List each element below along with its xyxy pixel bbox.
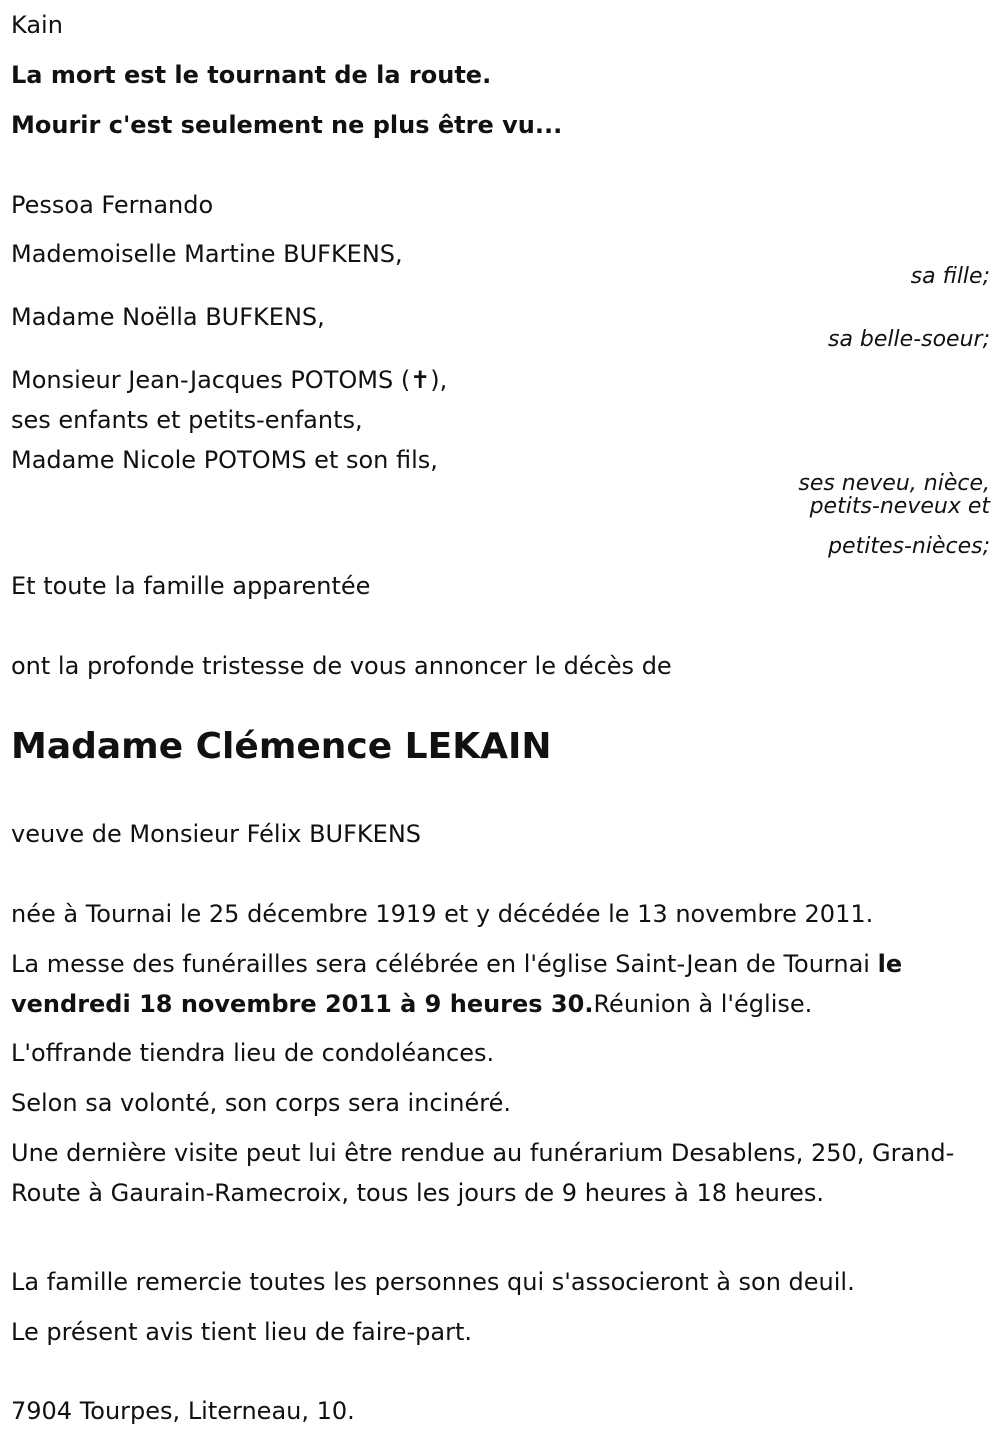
deceased-name: Madame Clémence LEKAIN bbox=[11, 726, 552, 767]
family-member-relation: petits-neveux et bbox=[809, 494, 990, 519]
note: L'offrande tiendra lieu de condoléances. bbox=[11, 1039, 495, 1067]
quote-line-2: Mourir c'est seulement ne plus être vu... bbox=[11, 111, 563, 139]
family-member-name: Madame Nicole POTOMS et son fils, bbox=[11, 446, 438, 474]
family-member-relation: sa fille; bbox=[910, 264, 990, 289]
widow-of: veuve de Monsieur Félix BUFKENS bbox=[11, 820, 422, 848]
address: 7904 Tourpes, Literneau, 10. bbox=[11, 1397, 355, 1425]
meeting-place: Réunion à l'église. bbox=[593, 990, 813, 1018]
announcement: ont la profonde tristesse de vous annoncer le décès de bbox=[11, 652, 672, 680]
location: Kain bbox=[11, 11, 63, 39]
extended-family: Et toute la famille apparentée bbox=[11, 572, 371, 600]
family-member-name: Madame Noëlla BUFKENS, bbox=[11, 303, 325, 331]
funeral-mass bbox=[11, 944, 986, 1024]
quote-author: Pessoa Fernando bbox=[11, 191, 214, 219]
family-member-relation: ses neveu, nièce, bbox=[798, 471, 990, 496]
family-member-relation: sa belle-soeur; bbox=[828, 327, 990, 352]
family-member-relation: petites-nièces; bbox=[828, 534, 990, 559]
family-member-name: ses enfants et petits-enfants, bbox=[11, 406, 363, 434]
quote-line-1: La mort est le tournant de la route. bbox=[11, 61, 492, 89]
mass-text: La messe des funérailles sera célébrée en l'église Saint-Jean de Tournai bbox=[11, 950, 878, 978]
note: Le présent avis tient lieu de faire-part. bbox=[11, 1318, 473, 1346]
family-member-name: Mademoiselle Martine BUFKENS, bbox=[11, 240, 403, 268]
birth-death: née à Tournai le 25 décembre 1919 et y décédée le 13 novembre 2011. bbox=[11, 900, 874, 928]
note: Selon sa volonté, son corps sera incinéré. bbox=[11, 1089, 511, 1117]
family-member-name: Monsieur Jean-Jacques POTOMS (✝), bbox=[11, 366, 448, 394]
mass-date: le vendredi 18 novembre 2011 à 9 heures 30. bbox=[11, 950, 903, 1018]
note: Une dernière visite peut lui être rendue au funérarium Desablens, 250, Grand-Route à Gaurain-Ramecroix, tous les jours de 9 heures à 18 heures. bbox=[11, 1139, 955, 1207]
note: La famille remercie toutes les personnes qui s'associeront à son deuil. bbox=[11, 1268, 855, 1296]
